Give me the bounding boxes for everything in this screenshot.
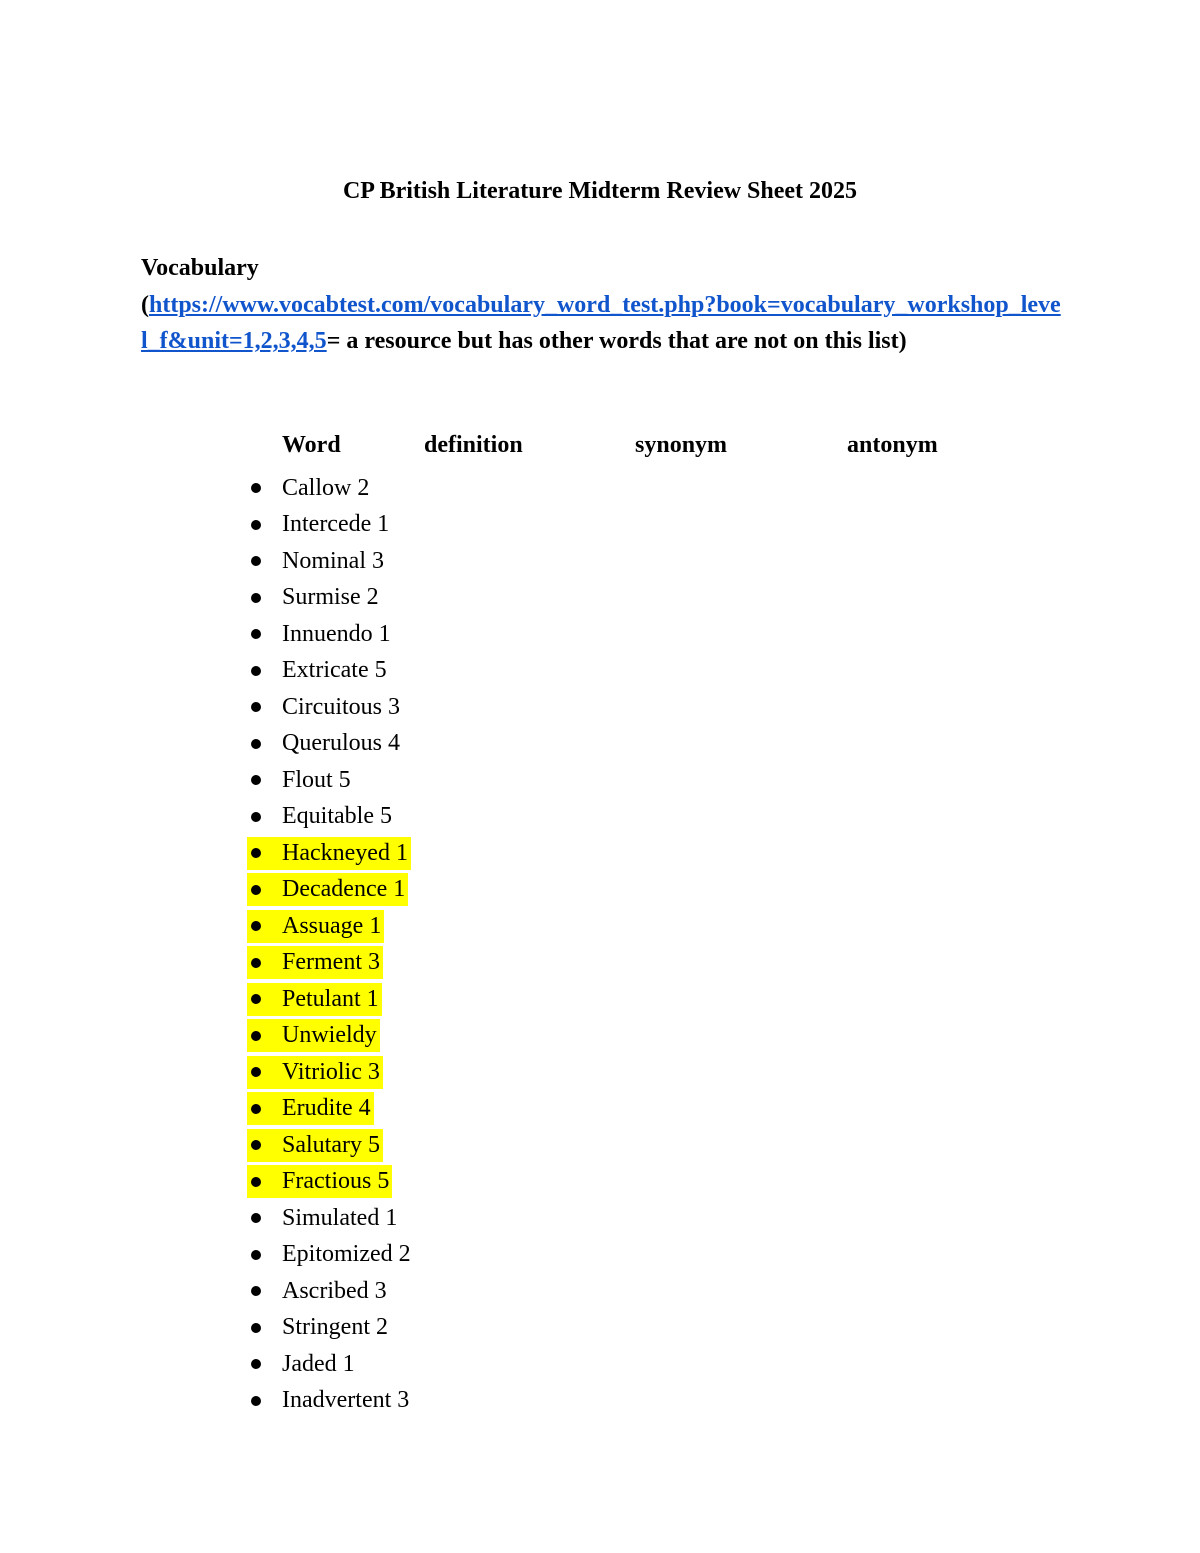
word-label: Circuitous 3 (282, 693, 400, 720)
word-list (247, 468, 414, 1417)
bullet-icon (251, 556, 261, 566)
list-item (247, 943, 414, 980)
column-header-synonym: synonym (635, 432, 728, 458)
bullet-icon (251, 593, 261, 603)
vocabulary-heading: Vocabulary (141, 255, 259, 281)
word-label: Intercede 1 (282, 511, 390, 538)
bullet-icon (251, 1323, 261, 1333)
highlighted-word (247, 910, 384, 943)
bullet-icon (251, 702, 261, 712)
list-item (247, 1235, 414, 1272)
list-item (247, 760, 414, 797)
word-label: Stringent 2 (282, 1314, 388, 1341)
vocab-word (247, 800, 395, 833)
vocab-word (247, 764, 354, 797)
vocab-word (247, 472, 372, 505)
word-label: Querulous 4 (282, 730, 400, 757)
bullet-icon (251, 520, 261, 530)
bullet-icon (251, 812, 261, 822)
word-label: Salutary 5 (282, 1131, 380, 1158)
open-paren: ( (141, 291, 149, 318)
word-label: Equitable 5 (282, 803, 392, 830)
vocab-word (247, 545, 387, 578)
word-label: Epitomized 2 (282, 1241, 411, 1268)
bullet-icon (251, 885, 261, 895)
bullet-icon (251, 1140, 261, 1150)
vocab-word (247, 1238, 414, 1271)
vocab-word (247, 1384, 412, 1417)
bullet-icon (251, 1177, 261, 1187)
vocabulary-section (141, 250, 1061, 360)
list-item (247, 1344, 414, 1381)
highlighted-word (247, 1165, 392, 1198)
highlighted-word (247, 1056, 383, 1089)
bullet-icon (251, 921, 261, 931)
vocab-word (247, 1275, 390, 1308)
vocab-word (247, 1348, 358, 1381)
list-item (247, 1052, 414, 1089)
bullet-icon (251, 1067, 261, 1077)
word-label: Decadence 1 (282, 876, 406, 903)
vocab-word (247, 727, 403, 760)
list-item (247, 1016, 414, 1053)
highlighted-word (247, 1092, 374, 1125)
list-item (247, 1308, 414, 1345)
vocab-word (247, 618, 394, 651)
list-item (247, 870, 414, 907)
bullet-icon (251, 994, 261, 1004)
highlighted-word (247, 1019, 380, 1052)
list-item (247, 979, 414, 1016)
list-item (247, 1089, 414, 1126)
highlighted-word (247, 983, 382, 1016)
list-item (247, 1198, 414, 1235)
list-item (247, 906, 414, 943)
highlighted-word (247, 946, 383, 979)
list-item (247, 541, 414, 578)
word-label: Callow 2 (282, 474, 370, 501)
bullet-icon (251, 958, 261, 968)
word-label: Erudite 4 (282, 1095, 371, 1122)
list-item (247, 1125, 414, 1162)
vocab-word (247, 1202, 400, 1235)
list-item (247, 1381, 414, 1418)
bullet-icon (251, 1396, 261, 1406)
bullet-icon (251, 1213, 261, 1223)
word-label: Petulant 1 (282, 985, 379, 1012)
word-label: Flout 5 (282, 766, 351, 793)
word-label: Nominal 3 (282, 547, 384, 574)
column-header-definition: definition (424, 432, 523, 458)
bullet-icon (251, 775, 261, 785)
list-item (247, 505, 414, 542)
vocab-word (247, 508, 392, 541)
word-label: Innuendo 1 (282, 620, 391, 647)
word-label: Ferment 3 (282, 949, 380, 976)
list-item (247, 468, 414, 505)
bullet-icon (251, 1286, 261, 1296)
word-label: Surmise 2 (282, 584, 379, 611)
vocab-word (247, 654, 390, 687)
column-header-word: Word (282, 432, 341, 458)
list-item (247, 1271, 414, 1308)
vocab-word (247, 1311, 391, 1344)
word-label: Extricate 5 (282, 657, 387, 684)
word-label: Assuage 1 (282, 912, 382, 939)
bullet-icon (251, 739, 261, 749)
word-label: Ascribed 3 (282, 1277, 387, 1304)
highlighted-word (247, 1129, 383, 1162)
bullet-icon (251, 629, 261, 639)
list-item (247, 687, 414, 724)
vocab-word (247, 691, 403, 724)
word-label: Inadvertent 3 (282, 1387, 410, 1414)
highlighted-word (247, 873, 408, 906)
highlighted-word (247, 837, 411, 870)
list-item (247, 833, 414, 870)
word-label: Fractious 5 (282, 1168, 390, 1195)
bullet-icon (251, 483, 261, 493)
word-label: Unwieldy (282, 1022, 377, 1049)
list-item (247, 651, 414, 688)
resource-note: = a resource but has other words that are not on this list) (326, 328, 907, 354)
bullet-icon (251, 848, 261, 858)
bullet-icon (251, 666, 261, 676)
list-item (247, 797, 414, 834)
vocab-word (247, 581, 382, 614)
list-item (247, 724, 414, 761)
bullet-icon (251, 1104, 261, 1114)
list-item (247, 1162, 414, 1199)
word-label: Jaded 1 (282, 1350, 355, 1377)
word-label: Vitriolic 3 (282, 1058, 380, 1085)
page-title: CP British Literature Midterm Review Sheet 2025 (342, 178, 858, 204)
list-item (247, 614, 414, 651)
bullet-icon (251, 1359, 261, 1369)
vocabtest-link[interactable]: https://www.vocabtest.com/vocabulary_word_test.php?book=vocabulary_workshop_level_f&unit=1,2,3,4,5 (141, 291, 1061, 354)
list-item (247, 578, 414, 615)
word-label: Hackneyed 1 (282, 839, 408, 866)
word-label: Simulated 1 (282, 1204, 398, 1231)
bullet-icon (251, 1250, 261, 1260)
column-header-antonym: antonym (847, 432, 938, 458)
bullet-icon (251, 1031, 261, 1041)
